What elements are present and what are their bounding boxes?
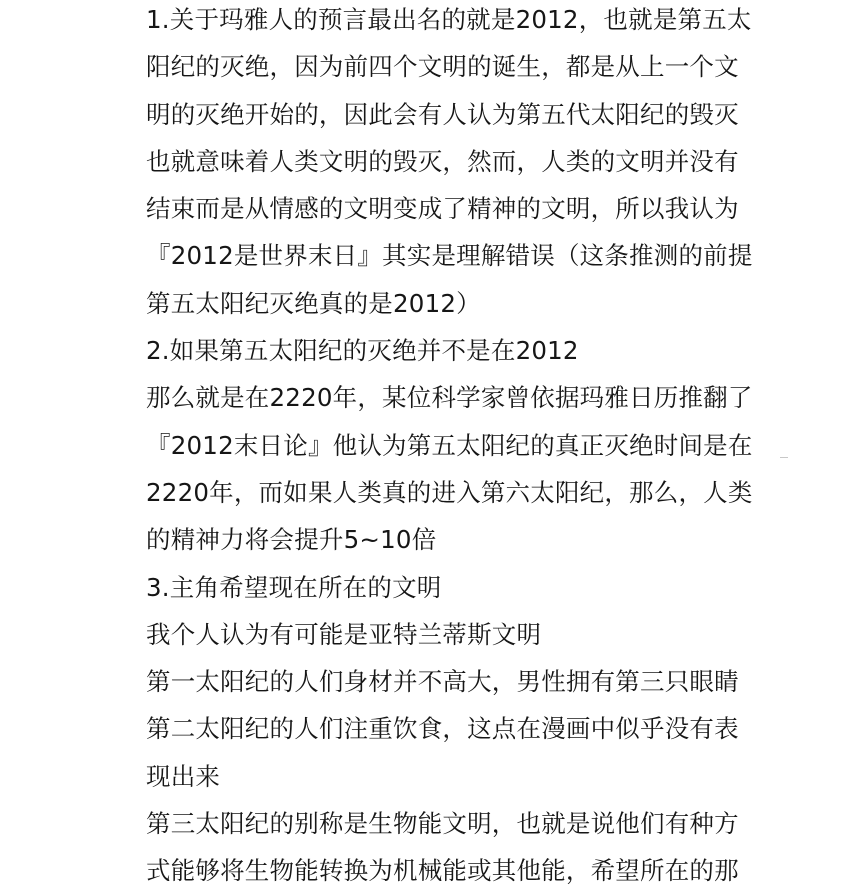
divider-mark <box>780 457 788 458</box>
text-line: 第二太阳纪的人们注重饮食，这点在漫画中似乎没有表 <box>146 714 739 744</box>
text-line: 的精神力将会提升5~10倍 <box>146 525 437 555</box>
text-line: 第三太阳纪的别称是生物能文明，也就是说他们有种方 <box>146 809 739 839</box>
text-line: 第一太阳纪的人们身材并不高大，男性拥有第三只眼睛 <box>146 667 739 697</box>
text-line: 也就意味着人类文明的毁灭，然而，人类的文明并没有 <box>146 146 739 176</box>
text-line: 式能够将生物能转换为机械能或其他能，希望所在的那 <box>146 856 739 886</box>
text-line: 结束而是从情感的文明变成了精神的文明，所以我认为 <box>146 194 739 224</box>
text-line: 『2012是世界末日』其实是理解错误（这条推测的前提 <box>146 241 753 271</box>
text-line: 2.如果第五太阳纪的灭绝并不是在2012 <box>146 336 579 366</box>
text-line: 阳纪的灭绝，因为前四个文明的诞生，都是从上一个文 <box>146 52 739 82</box>
document-text <box>146 0 806 895</box>
text-line: 1.关于玛雅人的预言最出名的就是2012，也就是第五太 <box>146 5 752 34</box>
text-line: 现出来 <box>146 761 221 791</box>
text-line: 第五太阳纪灭绝真的是2012） <box>146 288 481 318</box>
text-line: 『2012末日论』他认为第五太阳纪的真正灭绝时间是在 <box>146 430 753 460</box>
text-line: 2220年，而如果人类真的进入第六太阳纪，那么，人类 <box>146 477 753 507</box>
text-line: 3.主角希望现在所在的文明 <box>146 572 442 602</box>
text-line: 我个人认为有可能是亚特兰蒂斯文明 <box>146 619 542 649</box>
text-line: 明的灭绝开始的，因此会有人认为第五代太阳纪的毁灭 <box>146 99 739 129</box>
text-line: 那么就是在2220年，某位科学家曾依据玛雅日历推翻了 <box>146 383 753 413</box>
